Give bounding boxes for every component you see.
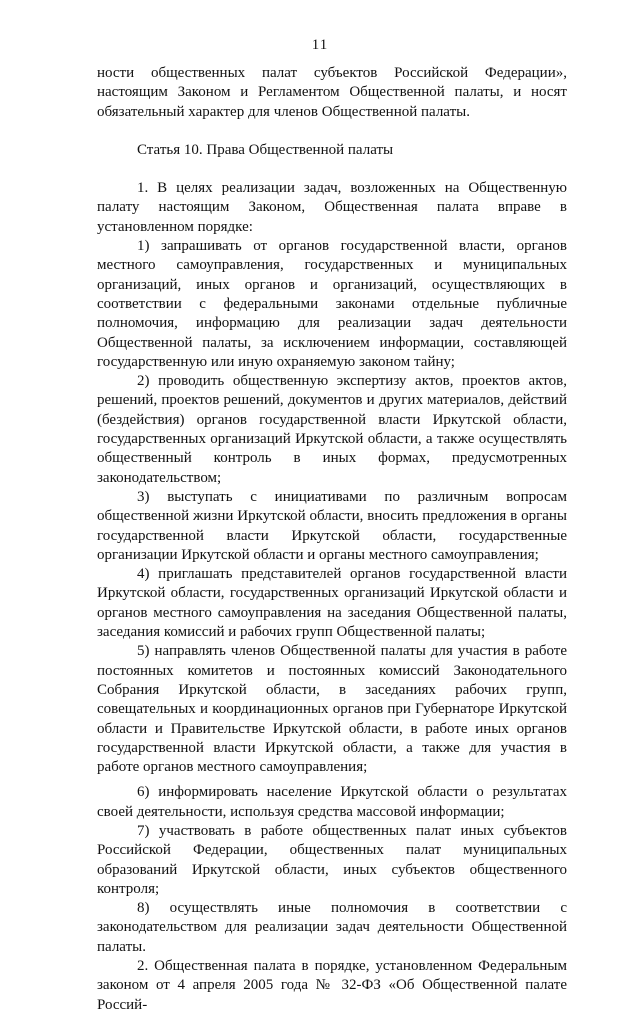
paragraph-1: 1. В целях реализации задач, возложенных на Общественную палату настоящим Законом, Общественная палата вправе в установленном порядке: — [97, 180, 567, 235]
list-item-2: 2) проводить общественную экспертизу актов, проектов актов, решений, проектов решений, документов и других материалов, действий (бездействия) органов государственной власти Иркутской области, государственных организаций Иркутской области, а также осуществлять общественный контроль в иных формах, предусмотренных законодательством; — [97, 373, 567, 486]
list-item-7: 7) участвовать в работе общественных палат иных субъектов Российской Федерации, общественных палат муниципальных образований Иркутской области, иных субъектов общественного контроля; — [97, 822, 567, 897]
list-item-6: 6) информировать население Иркутской области о результатах своей деятельности, используя средства массовой информации; — [97, 784, 567, 820]
list-item-5: 5) направлять членов Общественной палаты для участия в работе постоянных комитетов и постоянных комиссий Законодательного Собрания Иркутской области, в заседаниях рабочих групп, совещательных и координационных органов при Губернаторе Иркутской области и Правительстве Иркутской области, в работе иных органов государственной власти Иркутской области, а также для участия в работе органов местного самоуправления; — [97, 643, 567, 776]
list-item-3: 3) выступать с инициативами по различным вопросам общественной жизни Иркутской области, вносить предложения в органы государственной власти Иркутской области, государственные организации Иркутской области и органы местного самоуправления; — [97, 488, 567, 563]
list-item-1: 1) запрашивать от органов государственной власти, органов местного самоуправления, государственных и муниципальных организаций, иных органов и организаций, осуществляющих в соответствии с федеральными законами отдельные публичные полномочия, информацию для реализации задач деятельности Общественной палаты, за исключением информации, составляющей государственную или иную охраняемую законом тайну; — [97, 238, 567, 370]
document-body — [97, 64, 567, 1015]
list-item-4: 4) приглашать представителей органов государственной власти Иркутской области, государственных организаций Иркутской области и органов местного самоуправления на заседания Общественной палаты, заседания комиссий и рабочих групп Общественной палаты; — [97, 566, 567, 641]
intro-paragraph: ности общественных палат субъектов Российской Федерации», настоящим Законом и Регламентом Общественной палаты, и носят обязательный характер для членов Общественной палаты. — [97, 65, 567, 120]
article-heading: Статья 10. Права Общественной палаты — [137, 141, 394, 158]
page-number: 11 — [311, 37, 329, 53]
list-item-8: 8) осуществлять иные полномочия в соответствии с законодательством для реализации задач деятельности Общественной палаты. — [97, 900, 567, 955]
paragraph-2: 2. Общественная палата в порядке, установленном Федеральным законом от 4 апреля 2005 года № 32-ФЗ «Об Общественной палате Россий- — [97, 958, 567, 1013]
